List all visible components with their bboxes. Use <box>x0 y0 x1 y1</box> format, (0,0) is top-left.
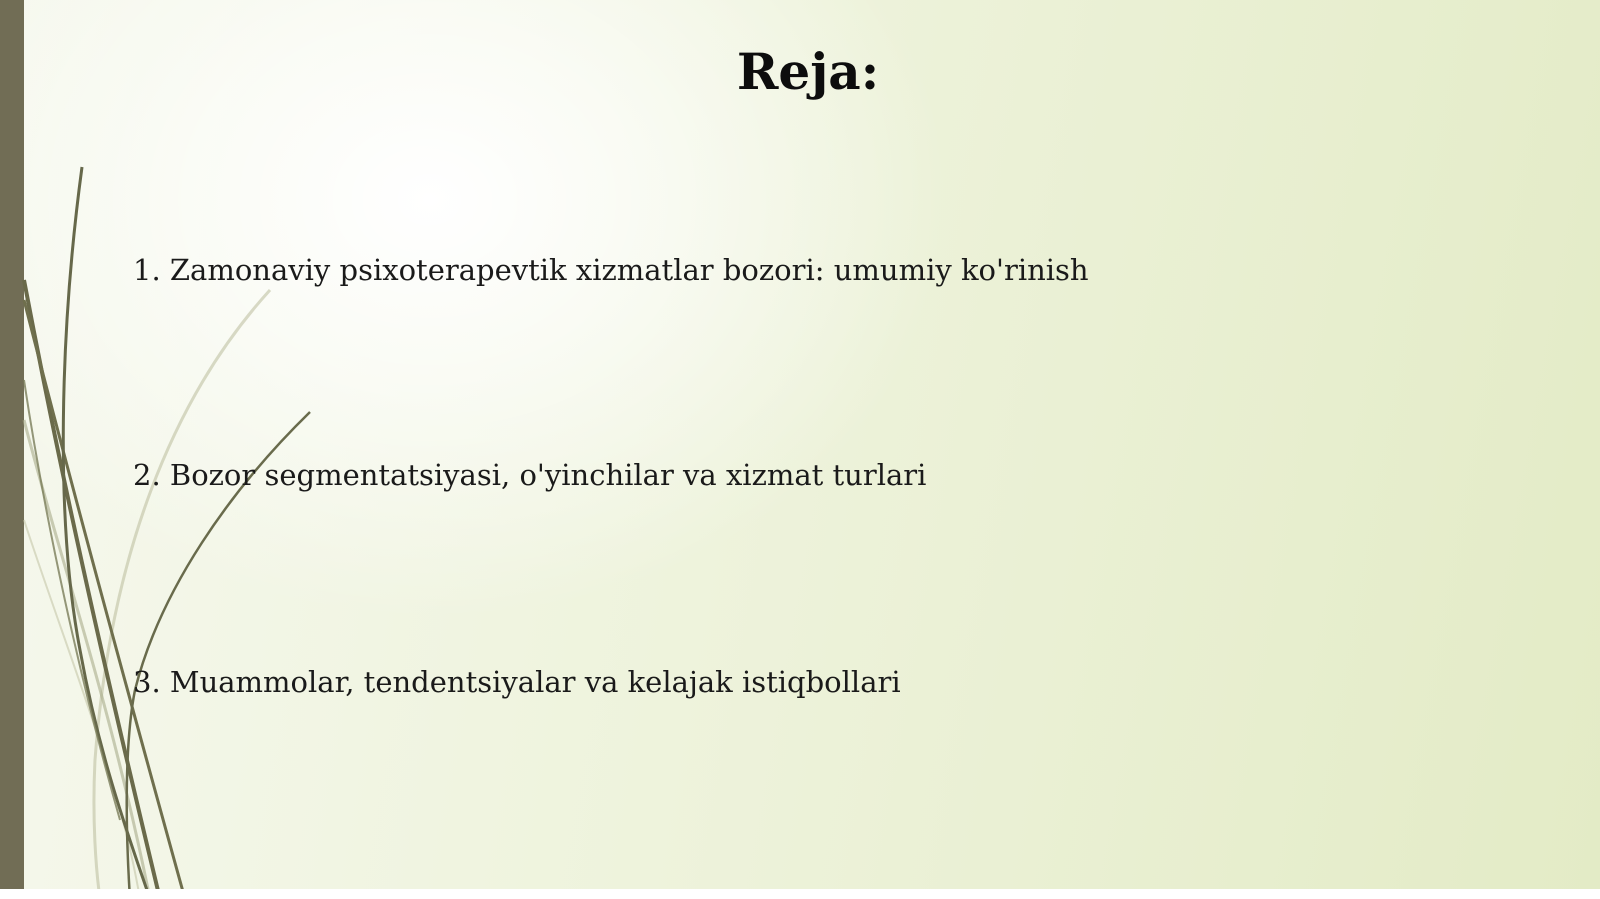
plan-item-2: 2. Bozor segmentatsiyasi, o'yinchilar va xizmat turlari <box>133 458 927 492</box>
bottom-margin <box>0 889 1600 899</box>
plan-item-3: 3. Muammolar, tendentsiyalar va kelajak istiqbollari <box>133 665 901 699</box>
plan-item-1: 1. Zamonaviy psixoterapevtik xizmatlar bozori: umumiy ko'rinish <box>133 253 1089 287</box>
grass-stems-icon <box>0 0 320 899</box>
accent-bar <box>0 0 24 899</box>
slide-title: Reja: <box>736 42 880 101</box>
